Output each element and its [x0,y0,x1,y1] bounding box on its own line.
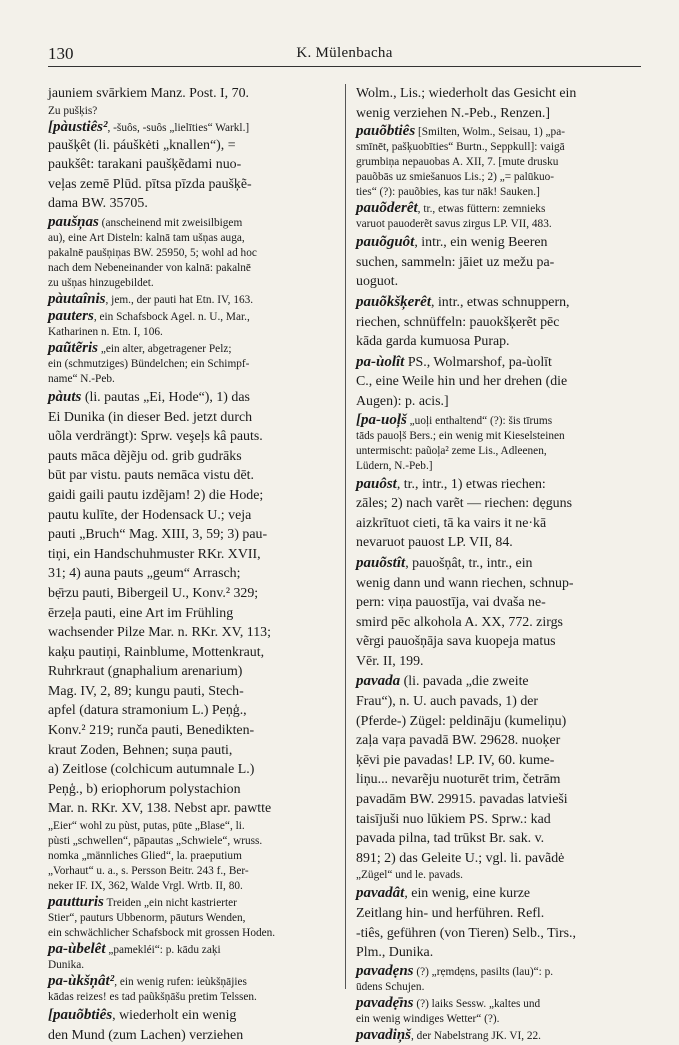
entry-line: taisījuši nuo lūkiem PS. Sprw.: kad [356,811,551,827]
right-column [356,84,646,1043]
entry-line: wachsender Pilze Mar. n. RKr. XV, 113; [48,625,271,641]
entry-line: Stier“, pauturs Ubbenorm, pāuturs Wenden, [48,912,246,925]
entry-line: den Mund (zum Lachen) verziehen [48,1027,244,1043]
dictionary-entry [356,475,646,553]
dictionary-entry [48,341,332,387]
entry-line: ein schwächlicher Schafsbock mit grossen Hoden. [48,927,276,940]
entry-line: kādas reizes! es tad paũkšņāšu pretim Telssen. [48,991,257,1004]
entry-line: Frau“), n. U. auch pavads, 1) der [356,694,539,710]
entry-line: pavadiņš, der Nabelstrang JK. VI, 22. [356,1026,542,1043]
entry-line: gaidi gaili pautu izdẽjam! 2) die Hode; [48,487,264,503]
entry-line: Dunika. [48,959,85,972]
dictionary-entry [48,895,332,941]
entry-line: Zeitlang hin- und herführen. Refl. [356,906,545,921]
dictionary-entry [356,1028,646,1044]
entry-line: pavadẹns (?) „rẹmdẹns, pasilts (lau)“: p. [356,962,554,979]
entry-line: zu ušņas hinzugebildet. [48,276,154,289]
entry-line: 31; 4) auna pauts „geum“ Arrasch; [48,566,241,582]
entry-line: kaķu pautiņi, Rainblume, Mottenkraut, [48,644,265,660]
entry-headword: pa-ùbelêt [48,941,106,958]
entry-line: liņu... nevarẽju nuoturēt trim, četrām [356,772,561,788]
left-column [48,84,332,1043]
entry-line: pauõguôt, intr., ein wenig Beeren [356,234,548,251]
entry-headword: [pa-uoļš [356,411,407,428]
entry-line: pavada pilna, tad trūkst Br. sak. v. [356,831,545,847]
entry-line: pauôst, tr., intr., 1) etwas riechen: [356,475,546,492]
entry-line: zāles; 2) nach varẽt — riechen: dẹguns [356,496,572,512]
entry-line: neker IF. IX, 362, Walde Vrgl. Wrtb. II, 80. [48,880,243,893]
entry-headword: pavada [356,673,401,690]
entry-line: wenig dann und wann riechen, schnup- [356,575,574,591]
entry-line: pavadām BW. 29915. pavadas latvieši [356,792,568,808]
dictionary-entry [356,964,646,995]
entry-headword: [pauõbtiês [48,1007,113,1024]
entry-line: paukšêt: tarakani paušķẽdami nuo- [48,157,242,173]
entry-line: au), eine Art Disteln: kalnā tam ušņas auga, [48,231,245,244]
entry-line: pautu kulīte, der Hodensack U.; veja [48,507,252,523]
entry-line: Katharinen n. Etn. I, 106. [48,325,163,338]
entry-line: zaļa vaŗa pavadā BW. 29628. nuoķer [356,733,561,749]
entry-line: 891; 2) das Geleite U.; vgl. li. pavãdė [356,850,565,866]
entry-headword: pàuts [48,388,82,405]
dictionary-entry [48,388,332,894]
entry-line: [pàustiês², -šuôs, -suôs „lielīties“ Warkl.] [48,118,250,135]
dictionary-entry [356,554,646,672]
entry-line: pa-ùolît PS., Wolmarshof, pa-ùolīt [356,353,552,370]
page-number: 130 [48,44,74,63]
entry-headword: pauõkšķerêt [356,293,431,310]
entry-headword: pavadẹ̄ns [356,994,414,1011]
dictionary-entry [48,974,332,1005]
entry-line: grumbiņa nepauobas A. XII, 7. [mute drusku [356,156,559,169]
dictionary-entry [356,672,646,883]
entry-line: Plm., Dunika. [356,945,434,961]
entry-line: nach dem Nebeneinander von kalnā: pakalnē [48,261,251,274]
entry-line: ērzeļa pauti, eine Art im Frühling [48,605,234,621]
entry-headword: pauõstît [356,554,406,571]
entry-line: tāds pauoļš Bers.; ein wenig mit Kieselsteinen [356,429,565,442]
entry-line: pàuts (li. pautas „Ei, Hode“), 1) das [48,388,250,405]
entry-line: ūdens Schujen. [356,980,425,993]
entry-line: ein wenig windiges Wetter“ (?). [356,1012,500,1025]
entry-line: untermischt: paũoļa² zeme Lis., Adleenen, [356,444,547,457]
dictionary-entry [48,1006,332,1045]
entry-line: Vēr. II, 199. [356,653,424,669]
dictionary-entry [48,120,332,214]
entry-line: pùsti „schwellen“, pāpautas „Schwiele“, wruss. [48,835,263,848]
entry-line: -tiês, geführen (von Tieren) Selb., Tirs., [356,925,576,941]
entry-line: pauõbtiês [Smilten, Wolm., Seisau, 1) „pa- [356,123,565,140]
entry-line: nomka „männliches Glied“, la. praeputium [48,850,242,863]
entry-line: nevaruot pauost LP. VII, 84. [356,535,513,551]
entry-line: apfel (datura stramonium L.) Peņģ., [48,703,247,719]
entry-line: suchen, sammeln: jāiet uz mežu pa- [356,254,555,270]
entry-line: pauti „Bruch“ Mag. XIII, 3, 59; 3) pau- [48,527,268,543]
dictionary-entry [48,292,332,308]
entry-headword: pauõguôt [356,234,415,251]
entry-line: pauters, ein Schafsbock Agel. n. U., Mar., [48,307,250,324]
dictionary-entry [356,413,646,474]
entry-line: name“ N.-Peb. [48,372,115,385]
dictionary-entry [356,293,646,352]
entry-headword: paušņas [48,213,99,230]
entry-line: Wolm., Lis.; wiederholt das Gesicht ein [356,86,577,101]
entry-line: varuot pauoderẽt savus zirgus LP. VII, 483. [356,218,552,231]
page-header [48,42,641,67]
entry-line: pa-ùkšņât², ein wenig rufen: ieùkšņājies [48,973,247,990]
entry-line: pavadât, ein wenig, eine kurze [356,885,531,902]
entry-line: Ruhrkraut (gnaphalium arenarium) [48,664,243,680]
running-head: K. Mülenbacha [296,45,393,61]
entry-line: wenig verziehen N.-Peb., Renzen.] [356,105,551,121]
entry-headword: pa-ùolît [356,353,405,370]
entry-headword: pautturis [48,894,104,911]
entry-headword: pauõderêt [356,200,418,217]
entry-line: ties“ (?): pauõbies, kas tur nāk! Sauken.] [356,186,540,199]
entry-line: riechen, schnüffeln: pauokšķerẽt pēc [356,314,560,330]
entry-line: Zu pušķis? [48,104,98,117]
entry-line: pa-ùbelêt „pamekléi“: p. kādu zaķi [48,941,221,958]
entry-line: pauõbās uz smiešanuos Lis.; 2) „= palūkuo- [356,171,555,184]
entry-headword: paũtẽris [48,339,99,356]
entry-line: pavadẹ̄ns (?) laiks Sessw. „kaltes und [356,994,541,1011]
entry-line: bẹ̄rzu pauti, Bibergeil U., Konv.² 329; [48,585,259,601]
entry-line: pauõstît, pauošņât, tr., intr., ein [356,554,533,571]
entry-line: a) Zeitlose (colchicum autumnale L.) [48,762,255,778]
dictionary-entry [48,215,332,291]
entry-line: Mag. IV, 2, 89; kungu pauti, Stech- [48,683,244,699]
dictionary-entry [356,353,646,412]
dictionary-entry [356,201,646,232]
entry-line: ķēvi pie pavadas! LP. IV, 60. kume- [356,752,555,768]
entry-line: Mar. n. RKr. XV, 138. Nebst apr. pawtte [48,801,272,817]
dictionary-entry [356,996,646,1027]
entry-line: Konv.² 219; runča pauti, Benedikten- [48,723,255,739]
entry-line: pauts māca dẽjẽju od. grib gudrāks [48,448,242,464]
entry-line: smīnēt, pašķuobīties“ Burtn., Seppkull]: vaigā [356,141,565,154]
entry-line: Ei Dunika (in dieser Bed. jetzt durch [48,409,253,425]
entry-line: paušņas (anscheinend mit zweisilbigem [48,213,243,230]
entry-headword: pàutaînis [48,290,106,307]
dictionary-entry [356,233,646,292]
entry-line: kāda garda kumuosa Purap. [356,334,510,350]
entry-headword: pa-ùkšņât² [48,973,115,990]
entry-line: uoguot. [356,274,399,290]
dictionary-entry [48,942,332,973]
entry-line: vẽrgi pauošņāja sava kuopeja matus [356,634,556,650]
entry-headword: pavadiņš [356,1026,412,1043]
entry-line: pakalnē paušņiņas BW. 25950, 5; wohl ad hoc [48,246,257,259]
entry-line: pern: viņa pauostīja, vai dvaša ne- [356,595,546,611]
entry-line: Lüdern, N.-Peb.] [356,459,433,472]
entry-headword: [pàustiês² [48,118,108,135]
entry-line: dama BW. 35705. [48,196,148,212]
dictionary-entry [48,309,332,340]
entry-headword: pavadât [356,885,405,902]
entry-line: uõla verdrängt): Sprw. veşeļs kâ pauts. [48,429,263,445]
entry-line: „Eier“ wohl zu pùst, putas, pūte „Blase“, li. [48,820,245,833]
entry-line: ein (schmutziges) Bündelchen; ein Schimpf- [48,357,250,370]
entry-headword: pauõbtiês [356,123,416,140]
entry-line: būt par vistu. pauts nemāca vistu dēt. [48,468,254,484]
entry-line: (Pferde-) Zügel: peldināju (kumeliņu) [356,713,567,729]
dictionary-entry [356,84,646,123]
entry-line: veļas zemē Plūd. pītsa pīzda paušķẽ- [48,176,252,192]
entry-line: paũtẽris „ein alter, abgetragener Pelz; [48,339,232,356]
entry-line: aizkrītuot cieti, tā ka vairs it ne·kā [356,515,547,531]
entry-line: kraut Zoden, Behnen; suņa pauti, [48,742,233,758]
dictionary-entry [48,84,332,119]
entry-line: C., eine Weile hin und her drehen (die [356,374,568,390]
entry-line: paušķêt (li. páuškėti „knallen“), = [48,137,236,153]
entry-line: Peņģ., b) eriophorum polystachion [48,781,241,797]
dictionary-entry [356,884,646,962]
entry-line: pàutaînis, jem., der pauti hat Etn. IV, 163. [48,290,254,307]
entry-line: „Zügel“ und le. pavads. [356,869,463,882]
entry-line: smird pēc alkohola A. XX, 772. zirgs [356,614,563,630]
column-divider [345,84,346,989]
entry-headword: pauters [48,307,94,324]
entry-line: tiņi, ein Handschuhmuster RKr. XVII, [48,546,261,562]
entry-headword: pauôst [356,475,397,492]
entry-line: pauõderêt, tr., etwas füttern: zemnieks [356,200,546,217]
entry-line: jauniem svārkiem Manz. Post. I, 70. [48,86,249,101]
dictionary-entry [356,124,646,200]
entry-line: [pauõbtiês, wiederholt ein wenig [48,1007,237,1024]
entry-line: pauõkšķerêt, intr., etwas schnuppern, [356,293,570,310]
entry-line: pautturis Treiden „ein nicht kastrierter [48,894,237,911]
entry-line: pavada (li. pavada „die zweite [356,673,529,690]
entry-headword: pavadẹns [356,962,414,979]
entry-line: [pa-uoļš „uoļi enthaltend“ (?): šis tīrums [356,411,553,428]
entry-line: „Vorhaut“ u. a., s. Persson Beitr. 243 f., Ber- [48,865,249,878]
entry-line: Augen): p. acis.] [356,393,449,409]
